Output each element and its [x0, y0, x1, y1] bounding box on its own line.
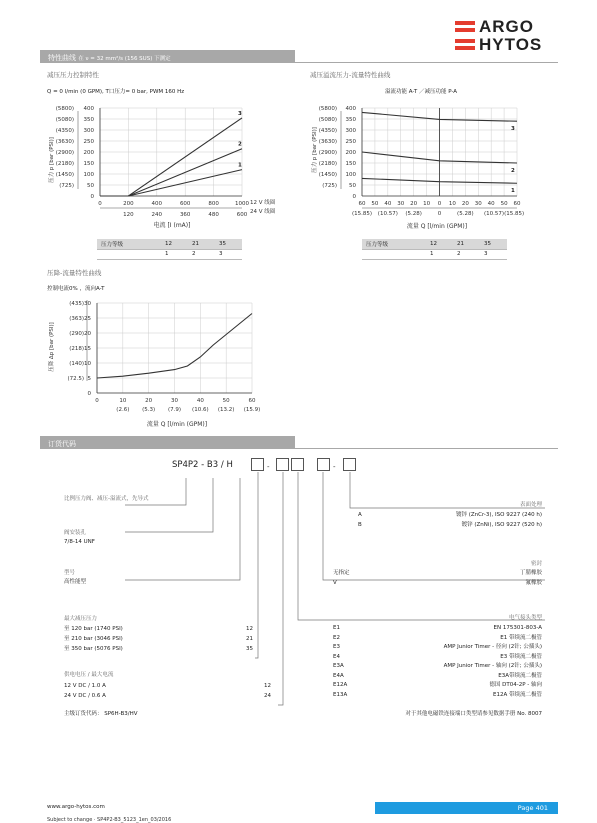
chart3-x-gpm-tick: (10.6): [192, 407, 209, 413]
seal-code: 无指定: [333, 570, 350, 576]
connector-note: 对于其他电磁铁连接端口类型请参见数据手册 No. 8007: [405, 711, 542, 717]
chart3-y-psi-tick: (72.5): [67, 376, 84, 382]
desc-cavity-title: 阀安装孔: [64, 530, 87, 536]
chart3-y-psi-tick: (140): [69, 361, 84, 367]
desc-voltage-title: 供电电压 / 最大电流: [64, 672, 114, 678]
chart2-x-tick: 50: [371, 201, 379, 207]
chart1-curve-label: 3: [238, 110, 242, 117]
desc-seal-title: 密封: [530, 561, 542, 567]
pressure-code: 21: [246, 636, 253, 642]
chart3-y-tick: 25: [84, 316, 91, 322]
chart2-x-gpm-tick: (5.28): [457, 211, 474, 217]
chart1-label-12v: 12 V 线圈: [250, 200, 276, 206]
chart3-x-tick: 20: [145, 398, 153, 404]
chart2-x-tick: 20: [461, 201, 469, 207]
connector-option: E3A带续流二极管: [498, 672, 542, 679]
table-cell: 压力等级: [362, 239, 426, 249]
connector-option: AMP Junior Timer - 轴向 (2针; 公插头): [443, 663, 542, 669]
chart1-x-tick: 400: [151, 201, 163, 207]
surface-option: 镀锌 (ZnNi), ISO 9227 (520 h): [461, 522, 542, 528]
desc-surface-title: 表面处理: [519, 502, 542, 508]
chart1-y-tick: 400: [83, 106, 94, 112]
chart2-y-psi-tick: (4350): [318, 128, 337, 134]
logo-argo: ARGO: [479, 17, 534, 36]
chart2-xlabel: 流量 Q [l/min (GPM)]: [406, 223, 468, 230]
chart3-y-tick: 5: [87, 376, 91, 382]
seal-option: 丁腈橡胶: [519, 570, 542, 576]
chart1-y-tick: 0: [90, 194, 94, 200]
surface-option: 镀锌 (ZnCr-3), ISO 9227 (240 h): [456, 512, 542, 518]
table-cell: 35: [215, 239, 242, 249]
chart2-x-gpm-tick: 0: [437, 211, 442, 217]
chart3-x-tick: 30: [171, 398, 178, 404]
chart1-y-psi-tick: (1450): [55, 172, 74, 178]
chart2-subtitle: 溢流功能 A-T ／减压功能 P-A: [385, 89, 458, 95]
surface-code: A: [358, 512, 362, 518]
footer-subject: Subject to change · SP4P2-B3_5123_1en_03/2016: [47, 817, 172, 823]
logo-hytos: HYTOS: [479, 35, 543, 54]
chart1-x-tick: 1000: [235, 201, 249, 207]
chart3-x-gpm-tick: (13.2): [217, 407, 235, 413]
chart3-ylabel: 压降 Δp [bar (PSI)]: [49, 322, 55, 372]
connector-code: E4A: [333, 672, 344, 679]
chart2-y-tick: 0: [352, 194, 356, 200]
chart1-y-psi-tick: (2180): [55, 161, 74, 167]
chart2-x-tick: 10: [423, 201, 431, 207]
chart2-y-psi-tick: (5800): [318, 106, 337, 112]
chart2-ylabel: 压力 p [bar (PSI)]: [312, 127, 318, 173]
chart3-y-psi-tick: (363): [69, 316, 84, 322]
voltage-option: 24 V DC / 0.6 A: [64, 693, 106, 699]
table-cell: 3: [480, 249, 507, 259]
table-cell: 21: [188, 239, 215, 249]
chart2-x-tick: 40: [384, 201, 392, 207]
chart2-curve-label: 1: [511, 188, 515, 195]
chart2-y-tick: 50: [349, 183, 356, 189]
section-condition: 在 ν = 32 mm²/s (156 SUS) 下测定: [78, 56, 171, 62]
connector-option: AMP Junior Timer - 径向 (2针; 公插头): [443, 644, 542, 650]
connector-option: E1 带续流二极管: [500, 634, 542, 641]
chart1-x-tick-24v: 600: [236, 212, 248, 218]
chart1-x-tick: 600: [179, 201, 191, 207]
chart1-y-tick: 300: [83, 128, 94, 134]
connector-code: E12A: [333, 682, 348, 688]
section-title: 订货代码: [48, 440, 76, 448]
chart3-y-tick: 20: [84, 331, 91, 337]
pressure-code: 12: [246, 626, 253, 632]
table-cell: 2: [453, 249, 480, 259]
chart1-y-tick: 150: [83, 161, 94, 167]
seal-option: 氟橡胶: [525, 580, 542, 586]
connector-option: EN 175301-803-A: [493, 625, 542, 631]
chart1-y-tick: 350: [83, 117, 94, 123]
chart2-y-psi-tick: (1450): [318, 172, 337, 178]
chart1-label-24v: 24 V 线圈: [250, 209, 276, 215]
chart3-y-psi-tick: (290): [69, 331, 84, 337]
page-number: Page 401: [517, 804, 548, 812]
connector-option: 德国 DT04-2P - 轴向: [489, 682, 542, 688]
chart1-x-tick-24v: 240: [151, 212, 163, 218]
chart1-y-psi-tick: (4350): [55, 128, 74, 134]
chart2-x-gpm-tick: (10.57): [377, 211, 398, 217]
chart1-x-tick-24v: 480: [208, 212, 219, 218]
chart3-x-tick: 50: [222, 398, 230, 404]
chart2-x-tick: 60: [513, 201, 521, 207]
connector-code: E13A: [333, 691, 348, 698]
chart1-y-psi-tick: (3630): [55, 139, 74, 145]
chart1-y-psi-tick: (725): [59, 183, 74, 189]
chart3-xlabel: 流量 Q [l/min (GPM)]: [146, 421, 208, 428]
chart3-condition: 控制电流0% ，流向A-T: [47, 286, 105, 292]
desc-model-value: 高性能型: [64, 579, 87, 585]
chart2-x-tick: 50: [500, 201, 508, 207]
chart3-x-gpm-tick: (2.6): [116, 407, 130, 413]
chart2-y-psi-tick: (5080): [318, 117, 337, 123]
chart3-heading: 压降-流量特性曲线: [47, 269, 102, 277]
chart1-x-tick: 800: [208, 201, 219, 207]
connector-option: E12A 带续流二极管: [493, 691, 542, 698]
pressure-option: 至 210 bar (3046 PSI): [64, 636, 123, 642]
chart1-ylabel: 压力 p [bar (PSI)]: [49, 137, 55, 183]
chart2-x-tick: 60: [358, 201, 366, 207]
chart2-curve-label: 3: [511, 126, 515, 133]
chart1-heading: 减压压力控制特性: [47, 71, 99, 79]
chart2-y-tick: 200: [345, 150, 356, 156]
chart2-x-tick: 10: [448, 201, 456, 207]
desc-cavity-value: 7/8-14 UNF: [64, 539, 95, 545]
chart1-x-tick-24v: 120: [123, 212, 134, 218]
chart2-x-tick: 30: [397, 201, 405, 207]
chart2-y-psi-tick: (725): [322, 183, 337, 189]
chart3-x-gpm-tick: (5.3): [142, 407, 156, 413]
desc-model-title: 型号: [64, 570, 76, 576]
chart3-y-tick: 0: [87, 391, 91, 397]
chart3-x-gpm-tick: (15.9): [243, 407, 261, 413]
chart2-y-tick: 350: [345, 117, 356, 123]
chart3-y-psi-tick: (435): [69, 301, 84, 307]
chart1-y-tick: 50: [87, 183, 94, 189]
chart2-y-psi-tick: (3630): [318, 139, 337, 145]
table-cell: 2: [188, 249, 215, 259]
chart1-xlabel: 电流 [I (mA)]: [153, 222, 191, 229]
chart1-y-tick: 250: [83, 139, 94, 145]
chart1-y-tick: 100: [83, 172, 94, 178]
connector-code: E2: [333, 634, 340, 641]
chart3-x-tick: 0: [95, 398, 99, 404]
chart1-curve-label: 2: [238, 141, 242, 148]
chart2-y-tick: 100: [345, 172, 356, 178]
desc-connector-title: 电气接头类型: [508, 615, 542, 621]
connector-code: E4: [333, 653, 340, 660]
pressure-code: 35: [246, 646, 253, 652]
table-cell: 1: [161, 249, 188, 259]
table-cell: 3: [215, 249, 242, 259]
connector-code: E1: [333, 625, 340, 631]
voltage-option: 12 V DC / 1.0 A: [64, 683, 106, 689]
chart3-x-gpm-tick: (7.9): [167, 407, 182, 413]
chart1-y-psi-tick: (5080): [55, 117, 74, 123]
chart3-y-tick: 30: [84, 301, 91, 307]
table-cell: 12: [426, 239, 453, 249]
chart3-x-tick: 60: [248, 398, 256, 404]
surface-code: B: [358, 522, 362, 528]
chart1-curve-label: 1: [238, 162, 242, 169]
code-dash: -: [267, 463, 270, 471]
chart2-x-tick: 20: [410, 201, 418, 207]
chart2-y-psi-tick: (2180): [318, 161, 337, 167]
chart1-y-psi-tick: (2900): [55, 150, 74, 156]
chart1-condition: Q = 0 l/min (0 GPM), T口压力= 0 bar, PWM 160 Hz: [47, 89, 185, 95]
voltage-code: 12: [264, 683, 271, 689]
connector-option: E3 带续流二极管: [500, 653, 542, 660]
chart2-y-tick: 150: [345, 161, 356, 167]
chart2-y-tick: 400: [345, 106, 356, 112]
chart1-x-tick: 200: [123, 201, 134, 207]
footer-url[interactable]: www.argo-hytos.com: [47, 804, 105, 810]
chart2-x-tick: 0: [437, 201, 442, 207]
table-cell: 1: [426, 249, 453, 259]
pressure-option: 至 350 bar (5076 PSI): [64, 646, 123, 652]
chart3-y-psi-tick: (218): [69, 346, 84, 352]
chart2-y-tick: 250: [345, 139, 356, 145]
chart1-x-tick: 0: [98, 201, 102, 207]
section-title: 特性曲线: [48, 54, 76, 62]
desc-pressure-title: 最大减压压力: [64, 616, 98, 622]
chart2-x-tick: 30: [474, 201, 482, 207]
chart2-heading: 减压溢流压力-流量特性曲线: [310, 71, 391, 79]
chart2-y-psi-tick: (2900): [318, 150, 337, 156]
table-cell: 压力等级: [97, 239, 161, 249]
footer-page-badge: [375, 802, 558, 814]
order-code-base: SP4P2 - B3 / H: [172, 460, 233, 470]
main-stage-code: 主级订货代码： SP6H-B3/HV: [64, 711, 138, 717]
chart3-x-tick: 40: [196, 398, 204, 404]
seal-code: V: [333, 580, 337, 586]
chart2-x-tick: 40: [487, 201, 495, 207]
chart1-y-psi-tick: (5800): [55, 106, 74, 112]
connector-code: E3: [333, 644, 340, 650]
pressure-option: 至 120 bar (1740 PSI): [64, 626, 123, 632]
chart1-x-tick-24v: 360: [179, 212, 191, 218]
table-cell: 21: [453, 239, 480, 249]
chart3-y-tick: 10: [84, 361, 91, 367]
chart1-y-tick: 200: [83, 150, 94, 156]
chart3-y-tick: 15: [84, 346, 91, 352]
desc-valve-type: 比例压力阀、减压-溢流式，先导式: [64, 496, 149, 502]
voltage-code: 24: [264, 693, 271, 699]
table-cell: 12: [161, 239, 188, 249]
chart2-x-gpm-tick: (10.57)(15.85): [484, 211, 525, 217]
chart2-curve-label: 2: [511, 168, 515, 174]
table-cell: 35: [480, 239, 507, 249]
chart2-x-gpm-tick: (5.28): [405, 211, 422, 217]
chart3-x-tick: 10: [119, 398, 127, 404]
connector-code: E3A: [333, 663, 344, 669]
code-dash: -: [333, 463, 336, 471]
chart2-y-tick: 300: [345, 128, 356, 134]
chart2-x-gpm-tick: (15.85): [351, 211, 373, 217]
